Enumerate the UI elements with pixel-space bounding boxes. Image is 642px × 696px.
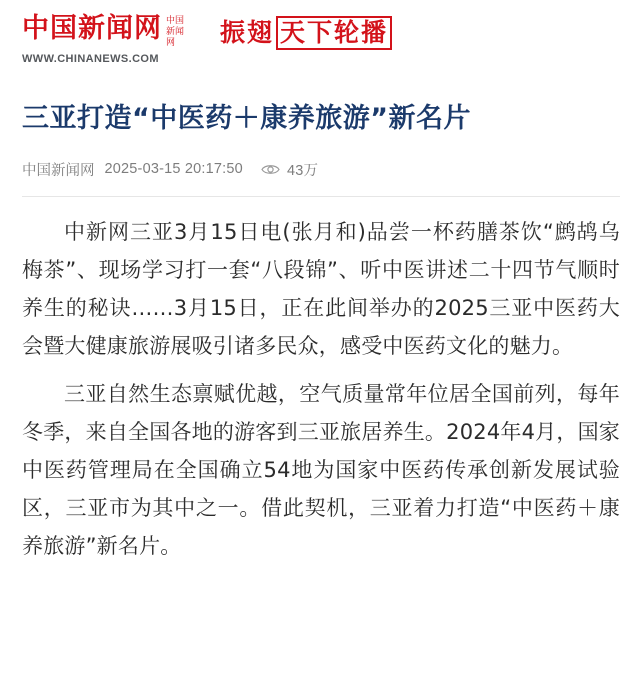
article-paragraph: 三亚自然生态禀赋优越，空气质量常年位居全国前列，每年冬季，来自全国各地的游客到三亚旅居养生。2024年4月，国家中医药管理局在全国确立54地为国家中医药传承创新发展试验区，三亚市为其中之一。借此契机，三亚着力打造“中医药＋康养旅游”新名片。 bbox=[22, 382, 620, 558]
page-title: 三亚打造“中医药＋康养旅游”新名片 bbox=[22, 103, 471, 134]
logo-text: 中国新闻网 bbox=[22, 13, 162, 44]
site-slogan bbox=[220, 16, 392, 50]
site-masthead bbox=[22, 0, 620, 72]
eye-icon bbox=[261, 163, 280, 176]
logo-url: WWW.CHINANEWS.COM bbox=[22, 53, 159, 65]
article-source: 中国新闻网 bbox=[22, 162, 95, 179]
logo-subtext: 中国新闻网 bbox=[166, 15, 185, 47]
slogan-part2: 天下轮播 bbox=[276, 16, 392, 50]
meta-divider bbox=[22, 196, 620, 197]
view-count: 43万 bbox=[286, 162, 319, 179]
article-paragraph: 中新网三亚3月15日电(张月和)品尝一杯药膳茶饮“鹧鸪乌梅茶”、现场学习打一套“八段锦”、听中医讲述二十四节气顺时养生的秘诀……3月15日，正在此间举办的2025三亚中医药大会暨大健康旅游展吸引诸多民众，感受中医药文化的魅力。 bbox=[22, 220, 620, 358]
article-meta bbox=[22, 158, 620, 180]
article-timestamp: 2025-03-15 20:17:50 bbox=[104, 161, 243, 177]
article-body bbox=[22, 213, 620, 565]
logo-row bbox=[22, 14, 188, 48]
slogan-part1: 振翅 bbox=[220, 18, 275, 47]
site-logo[interactable] bbox=[22, 14, 188, 65]
